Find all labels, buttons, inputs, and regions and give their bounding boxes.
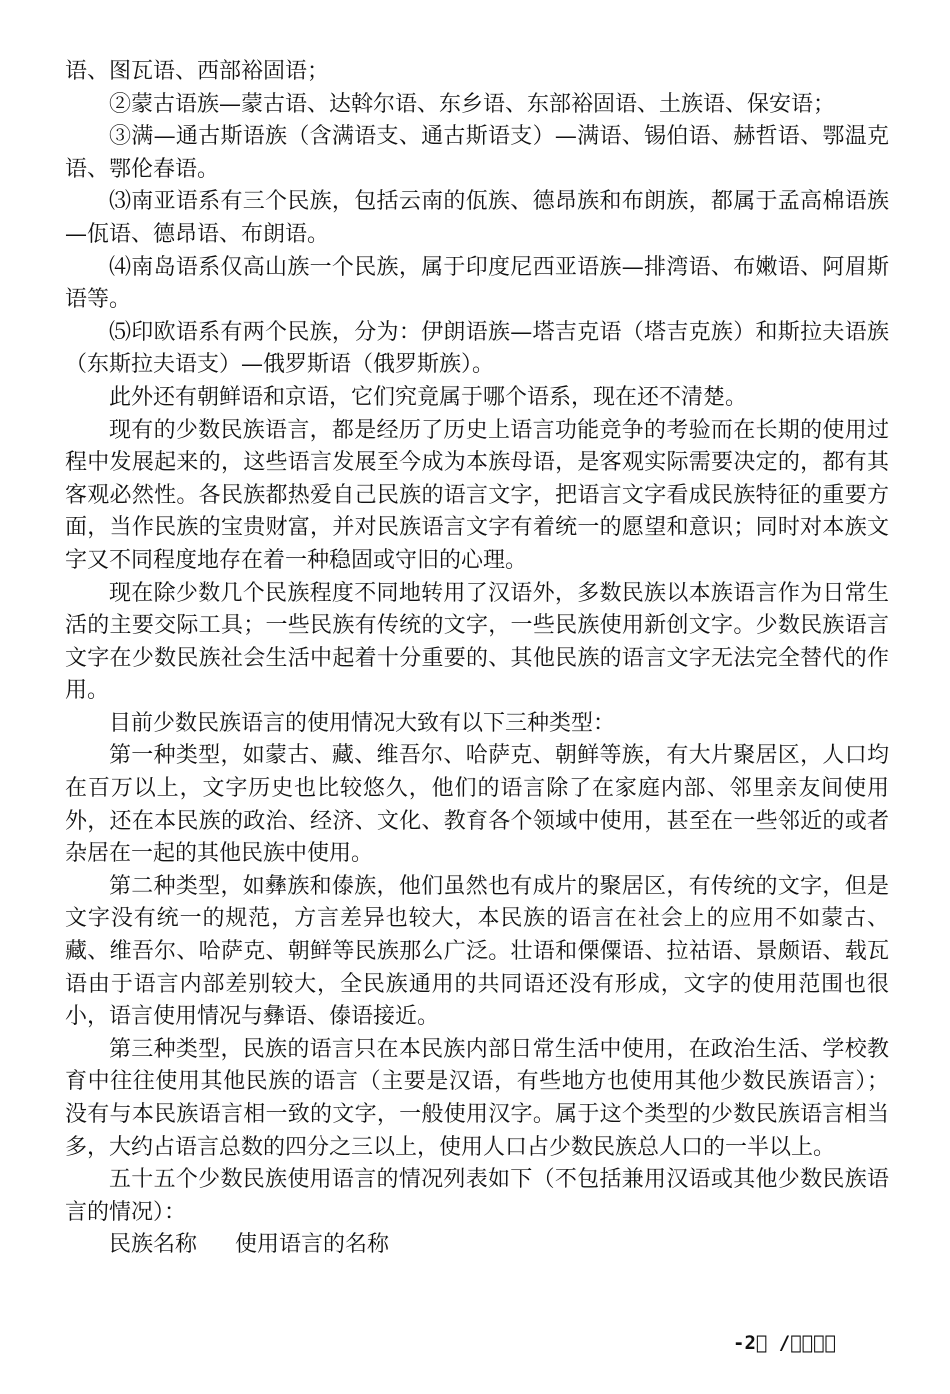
table-header-ethnic-name: 民族名称 bbox=[109, 1232, 198, 1258]
paragraph: 第三种类型，民族的语言只在本民族内部日常生活中使用，在政治生活、学校教育中往往使用其他民族的语言（主要是汉语，有些地方也使用其他少数民族语言）；没有与本民族语言相一致的文字，一般使用汉字。属于这个类型的少数民族语言相当多，大约占语言总数的四分之三以上，使用人口占少数民族总人口的一半以上。 bbox=[65, 1036, 889, 1160]
document-page bbox=[65, 56, 889, 1262]
paragraph: 五十五个少数民族使用语言的情况列表如下（不包括兼用汉语或其他少数民族语言的情况）： bbox=[65, 1167, 889, 1225]
body-text bbox=[65, 56, 889, 1229]
paragraph: 此外还有朝鲜语和京语，它们究竟属于哪个语系，现在还不清楚。 bbox=[109, 384, 748, 410]
paragraph: 语、图瓦语、西部裕固语； bbox=[65, 59, 330, 84]
paragraph: ⑷南岛语系仅高山族一个民族，属于印度尼西亚语族—排湾语、布嫩语、阿眉斯语等。 bbox=[65, 254, 889, 313]
paragraph: 第二种类型，如彝族和傣族，他们虽然也有成片的聚居区，有传统的文字，但是文字没有统一的规范，方言差异也较大，本民族的语言在社会上的应用不如蒙古、藏、维吾尔、哈萨克、朝鲜等民族那么广泛。壮语和傈僳语、拉祜语、景颇语、载瓦语由于语言内部差别较大，全民族通用的共同语还没有形成，文字的使用范围也很小，语言使用情况与彝语、傣语接近。 bbox=[65, 873, 889, 1030]
paragraph: ⑶南亚语系有三个民族，包括云南的佤族、德昂族和布朗族，都属于孟高棉语族—佤语、德昂语、布朗语。 bbox=[65, 189, 889, 247]
paragraph: 现在除少数几个民族程度不同地转用了汉语外，多数民族以本族语言作为日常生活的主要交际工具；一些民族有传统的文字，一些民族使用新创文字。少数民族语言文字在少数民族社会生活中起着十分重要的、其他民族的语言文字无法完全替代的作用。 bbox=[65, 580, 889, 704]
table-header-language-name: 使用语言的名称 bbox=[235, 1232, 390, 1258]
table-header-row bbox=[65, 1229, 889, 1262]
paragraph: ②蒙古语族—蒙古语、达斡尔语、东乡语、东部裕固语、土族语、保安语； bbox=[109, 91, 836, 117]
paragraph: 第一种类型，如蒙古、藏、维吾尔、哈萨克、朝鲜等族，有大片聚居区，人口均在百万以上，文字历史也比较悠久，他们的语言除了在家庭内部、邻里亲友间使用外，还在本民族的政治、经济、文化、教育各个领域中使用，甚至在一些邻近的或者杂居在一起的其他民族中使用。 bbox=[65, 743, 889, 867]
paragraph: 目前少数民族语言的使用情况大致有以下三种类型： bbox=[109, 710, 616, 736]
paragraph: 现有的少数民族语言，都是经历了历史上语言功能竞争的考验而在长期的使用过程中发展起来的，这些语言发展至今成为本族母语，是客观实际需要决定的，都有其客观必然性。各民族都热爱自己民族的语言文字，把语言文字看成民族特征的重要方面，当作民族的宝贵财富，并对民族语言文字有着统一的愿望和意识；同时对本族文字又不同程度地存在着一种稳固或守旧的心理。 bbox=[65, 417, 889, 573]
page-number-footer: -2  /     bbox=[733, 1332, 836, 1354]
paragraph: ③满—通古斯语族（含满语支、通古斯语支）—满语、锡伯语、赫哲语、鄂温克语、鄂伦春语。 bbox=[65, 124, 889, 182]
paragraph: ⑸印欧语系有两个民族，分为：伊朗语族—塔吉克语（塔吉克族）和斯拉夫语族（东斯拉夫语支）—俄罗斯语（俄罗斯族）。 bbox=[65, 319, 889, 378]
